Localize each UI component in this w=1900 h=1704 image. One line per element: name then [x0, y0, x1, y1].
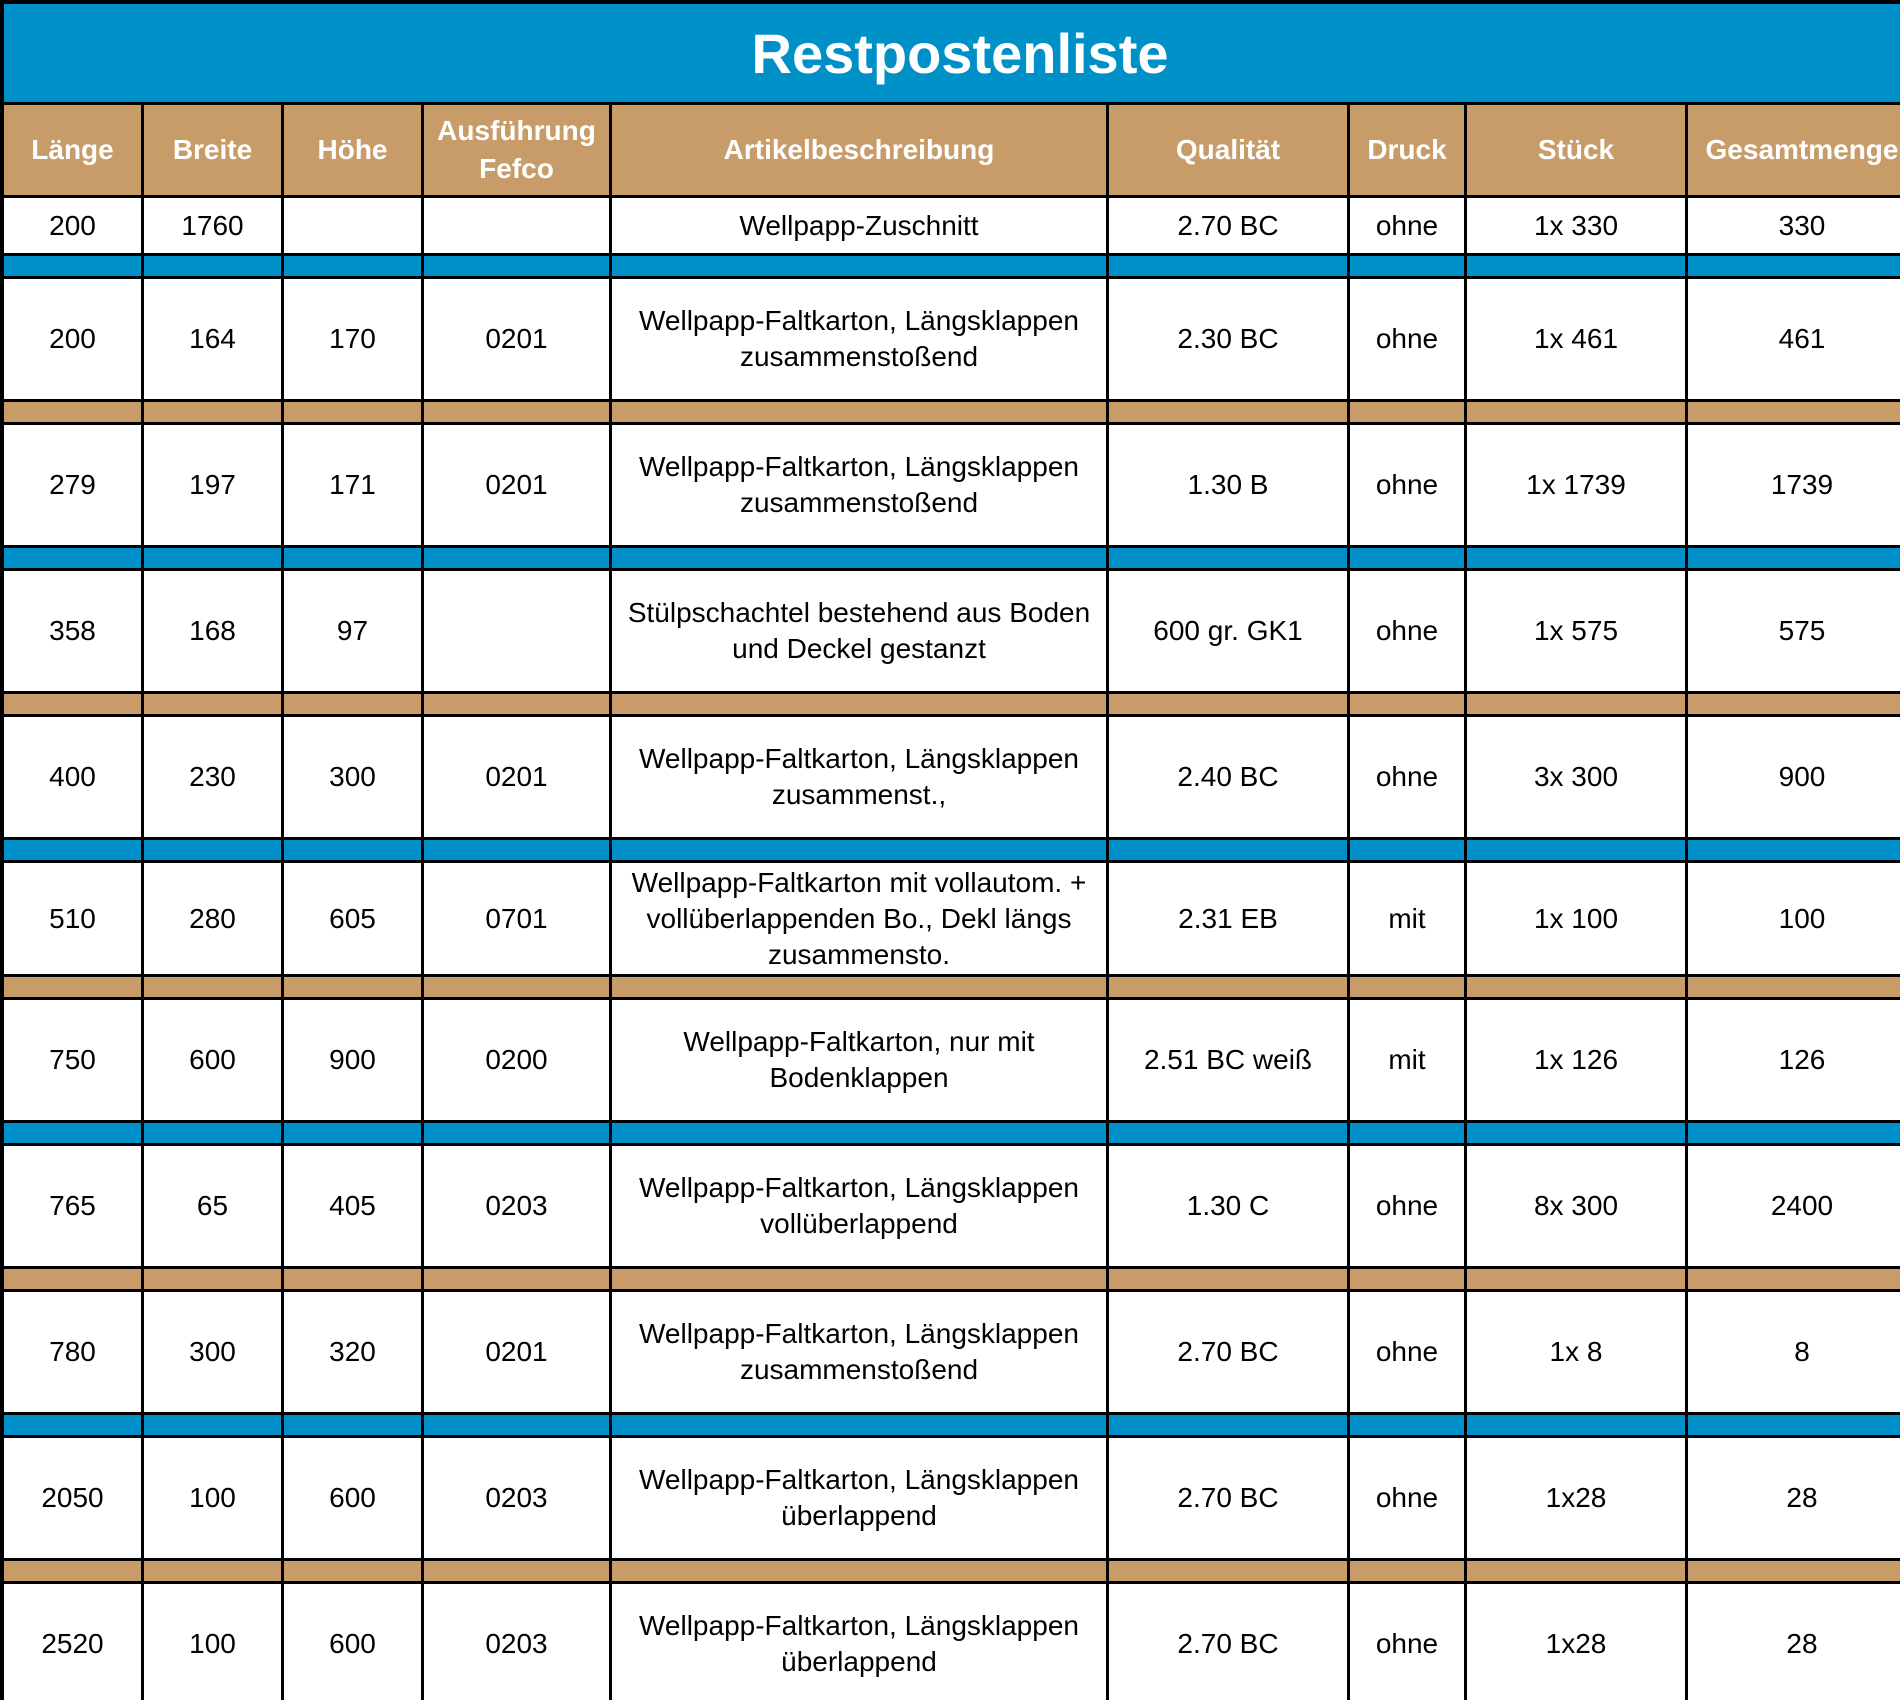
cell-artikelbeschreibung: Wellpapp-Faltkarton, Längsklappen zusammenstoßend: [612, 279, 1106, 399]
row-separator: [4, 1123, 141, 1143]
cell-laenge: 780: [4, 1292, 141, 1412]
cell-breite: 1760: [144, 198, 281, 253]
cell-laenge: 750: [4, 1000, 141, 1120]
cell-stueck: 1x 100: [1467, 863, 1685, 974]
cell-laenge: 510: [4, 863, 141, 974]
cell-hoehe: 171: [284, 425, 421, 545]
cell-breite: 280: [144, 863, 281, 974]
row-separator: [284, 548, 421, 568]
row-separator: [424, 1123, 609, 1143]
cell-ausfuehrung: [424, 571, 609, 691]
row-separator: [612, 1269, 1106, 1289]
cell-laenge: 200: [4, 198, 141, 253]
cell-artikelbeschreibung: Wellpapp-Faltkarton, Längsklappen überlappend: [612, 1584, 1106, 1704]
cell-artikelbeschreibung: Wellpapp-Faltkarton mit vollautom. + vollüberlappenden Bo., Dekl längs zusammensto.: [612, 863, 1106, 974]
row-separator: [612, 548, 1106, 568]
cell-breite: 197: [144, 425, 281, 545]
header-qualitaet: Qualität: [1109, 105, 1347, 195]
row-separator: [1688, 977, 1900, 997]
cell-gesamtmenge: 575: [1688, 571, 1900, 691]
cell-qualitaet: 2.51 BC weiß: [1109, 1000, 1347, 1120]
row-separator: [612, 1123, 1106, 1143]
cell-druck: ohne: [1350, 198, 1464, 253]
row-separator: [1109, 840, 1347, 860]
cell-breite: 230: [144, 717, 281, 837]
row-separator: [284, 402, 421, 422]
row-separator: [1350, 1269, 1464, 1289]
row-separator: [612, 977, 1106, 997]
cell-stueck: 1x 126: [1467, 1000, 1685, 1120]
row-separator: [1350, 1415, 1464, 1435]
cell-qualitaet: 2.70 BC: [1109, 1292, 1347, 1412]
cell-artikelbeschreibung: Stülpschachtel bestehend aus Boden und Deckel gestanzt: [612, 571, 1106, 691]
cell-druck: ohne: [1350, 1584, 1464, 1704]
cell-laenge: 765: [4, 1146, 141, 1266]
cell-hoehe: 97: [284, 571, 421, 691]
row-separator: [1109, 1269, 1347, 1289]
cell-breite: 164: [144, 279, 281, 399]
row-separator: [1467, 1269, 1685, 1289]
row-separator: [1688, 1415, 1900, 1435]
row-separator: [144, 977, 281, 997]
cell-breite: 168: [144, 571, 281, 691]
cell-hoehe: 405: [284, 1146, 421, 1266]
cell-laenge: 358: [4, 571, 141, 691]
cell-qualitaet: 1.30 C: [1109, 1146, 1347, 1266]
row-separator: [1109, 548, 1347, 568]
row-separator: [4, 977, 141, 997]
row-separator: [1350, 840, 1464, 860]
cell-stueck: 1x28: [1467, 1438, 1685, 1558]
cell-breite: 100: [144, 1584, 281, 1704]
row-separator: [1688, 694, 1900, 714]
cell-qualitaet: 2.30 BC: [1109, 279, 1347, 399]
cell-artikelbeschreibung: Wellpapp-Faltkarton, nur mit Bodenklappen: [612, 1000, 1106, 1120]
row-separator: [4, 840, 141, 860]
cell-artikelbeschreibung: Wellpapp-Zuschnitt: [612, 198, 1106, 253]
cell-artikelbeschreibung: Wellpapp-Faltkarton, Längsklappen vollüberlappend: [612, 1146, 1106, 1266]
cell-breite: 300: [144, 1292, 281, 1412]
row-separator: [1688, 840, 1900, 860]
cell-hoehe: 170: [284, 279, 421, 399]
row-separator: [1109, 977, 1347, 997]
cell-qualitaet: 2.70 BC: [1109, 1438, 1347, 1558]
row-separator: [4, 548, 141, 568]
row-separator: [144, 1561, 281, 1581]
cell-laenge: 400: [4, 717, 141, 837]
row-separator: [424, 840, 609, 860]
row-separator: [1109, 1561, 1347, 1581]
cell-gesamtmenge: 330: [1688, 198, 1900, 253]
row-separator: [424, 1561, 609, 1581]
row-separator: [424, 694, 609, 714]
header-gesamtmenge: Gesamtmenge: [1688, 105, 1900, 195]
cell-qualitaet: 2.31 EB: [1109, 863, 1347, 974]
row-separator: [1350, 548, 1464, 568]
row-separator: [424, 402, 609, 422]
cell-gesamtmenge: 2400: [1688, 1146, 1900, 1266]
header-hoehe: Höhe: [284, 105, 421, 195]
cell-stueck: 8x 300: [1467, 1146, 1685, 1266]
cell-artikelbeschreibung: Wellpapp-Faltkarton, Längsklappen zusammenstoßend: [612, 1292, 1106, 1412]
cell-druck: ohne: [1350, 1292, 1464, 1412]
row-separator: [1109, 1123, 1347, 1143]
cell-hoehe: 300: [284, 717, 421, 837]
cell-laenge: 200: [4, 279, 141, 399]
row-separator: [1109, 694, 1347, 714]
cell-druck: ohne: [1350, 717, 1464, 837]
cell-breite: 600: [144, 1000, 281, 1120]
row-separator: [1467, 402, 1685, 422]
row-separator: [1350, 1123, 1464, 1143]
row-separator: [1467, 1123, 1685, 1143]
row-separator: [284, 1269, 421, 1289]
row-separator: [4, 1269, 141, 1289]
row-separator: [1467, 694, 1685, 714]
cell-gesamtmenge: 100: [1688, 863, 1900, 974]
row-separator: [424, 256, 609, 276]
cell-hoehe: 900: [284, 1000, 421, 1120]
cell-artikelbeschreibung: Wellpapp-Faltkarton, Längsklappen überlappend: [612, 1438, 1106, 1558]
row-separator: [4, 694, 141, 714]
cell-hoehe: 600: [284, 1584, 421, 1704]
cell-laenge: 279: [4, 425, 141, 545]
cell-gesamtmenge: 461: [1688, 279, 1900, 399]
cell-stueck: 1x 330: [1467, 198, 1685, 253]
cell-druck: ohne: [1350, 279, 1464, 399]
row-separator: [612, 1415, 1106, 1435]
cell-qualitaet: 2.40 BC: [1109, 717, 1347, 837]
row-separator: [1350, 977, 1464, 997]
row-separator: [284, 1415, 421, 1435]
cell-qualitaet: 2.70 BC: [1109, 198, 1347, 253]
cell-ausfuehrung: [424, 198, 609, 253]
row-separator: [612, 840, 1106, 860]
row-separator: [1467, 977, 1685, 997]
cell-druck: ohne: [1350, 425, 1464, 545]
row-separator: [1467, 548, 1685, 568]
cell-breite: 65: [144, 1146, 281, 1266]
cell-druck: ohne: [1350, 1146, 1464, 1266]
row-separator: [1467, 1561, 1685, 1581]
cell-stueck: 1x 8: [1467, 1292, 1685, 1412]
cell-hoehe: [284, 198, 421, 253]
row-separator: [4, 1415, 141, 1435]
row-separator: [1350, 1561, 1464, 1581]
row-separator: [4, 402, 141, 422]
header-breite: Breite: [144, 105, 281, 195]
cell-druck: ohne: [1350, 571, 1464, 691]
cell-qualitaet: 2.70 BC: [1109, 1584, 1347, 1704]
cell-breite: 100: [144, 1438, 281, 1558]
cell-gesamtmenge: 900: [1688, 717, 1900, 837]
row-separator: [424, 1269, 609, 1289]
cell-ausfuehrung: 0201: [424, 717, 609, 837]
row-separator: [1350, 694, 1464, 714]
cell-gesamtmenge: 28: [1688, 1438, 1900, 1558]
cell-ausfuehrung: 0203: [424, 1438, 609, 1558]
header-ausfuehrung: Ausführung Fefco: [424, 105, 609, 195]
row-separator: [1688, 1123, 1900, 1143]
row-separator: [284, 977, 421, 997]
cell-hoehe: 600: [284, 1438, 421, 1558]
row-separator: [1688, 1269, 1900, 1289]
cell-hoehe: 605: [284, 863, 421, 974]
row-separator: [424, 548, 609, 568]
row-separator: [612, 694, 1106, 714]
cell-qualitaet: 1.30 B: [1109, 425, 1347, 545]
header-laenge: Länge: [4, 105, 141, 195]
cell-gesamtmenge: 8: [1688, 1292, 1900, 1412]
row-separator: [144, 256, 281, 276]
cell-ausfuehrung: 0201: [424, 425, 609, 545]
row-separator: [284, 256, 421, 276]
row-separator: [144, 1123, 281, 1143]
row-separator: [1467, 256, 1685, 276]
row-separator: [284, 840, 421, 860]
cell-ausfuehrung: 0203: [424, 1146, 609, 1266]
cell-qualitaet: 600 gr. GK1: [1109, 571, 1347, 691]
row-separator: [144, 1415, 281, 1435]
cell-stueck: 1x 461: [1467, 279, 1685, 399]
row-separator: [144, 402, 281, 422]
row-separator: [424, 977, 609, 997]
header-artikelbeschreibung: Artikelbeschreibung: [612, 105, 1106, 195]
cell-ausfuehrung: 0201: [424, 1292, 609, 1412]
row-separator: [4, 256, 141, 276]
header-druck: Druck: [1350, 105, 1464, 195]
row-separator: [1350, 256, 1464, 276]
cell-ausfuehrung: 0200: [424, 1000, 609, 1120]
cell-gesamtmenge: 126: [1688, 1000, 1900, 1120]
header-stueck: Stück: [1467, 105, 1685, 195]
cell-ausfuehrung: 0701: [424, 863, 609, 974]
row-separator: [144, 694, 281, 714]
row-separator: [4, 1561, 141, 1581]
table-title: Restpostenliste: [4, 4, 1900, 102]
row-separator: [144, 1269, 281, 1289]
row-separator: [1109, 1415, 1347, 1435]
row-separator: [284, 1561, 421, 1581]
cell-laenge: 2520: [4, 1584, 141, 1704]
row-separator: [1109, 402, 1347, 422]
row-separator: [612, 1561, 1106, 1581]
row-separator: [1350, 402, 1464, 422]
cell-druck: mit: [1350, 863, 1464, 974]
row-separator: [144, 548, 281, 568]
row-separator: [1688, 256, 1900, 276]
row-separator: [1467, 840, 1685, 860]
row-separator: [144, 840, 281, 860]
cell-gesamtmenge: 28: [1688, 1584, 1900, 1704]
row-separator: [1688, 1561, 1900, 1581]
row-separator: [1467, 1415, 1685, 1435]
row-separator: [284, 1123, 421, 1143]
cell-ausfuehrung: 0201: [424, 279, 609, 399]
row-separator: [1688, 402, 1900, 422]
row-separator: [1688, 548, 1900, 568]
row-separator: [424, 1415, 609, 1435]
cell-gesamtmenge: 1739: [1688, 425, 1900, 545]
cell-ausfuehrung: 0203: [424, 1584, 609, 1704]
cell-laenge: 2050: [4, 1438, 141, 1558]
cell-stueck: 1x 1739: [1467, 425, 1685, 545]
cell-stueck: 3x 300: [1467, 717, 1685, 837]
cell-druck: mit: [1350, 1000, 1464, 1120]
cell-druck: ohne: [1350, 1438, 1464, 1558]
row-separator: [612, 256, 1106, 276]
row-separator: [612, 402, 1106, 422]
cell-artikelbeschreibung: Wellpapp-Faltkarton, Längsklappen zusammenst.,: [612, 717, 1106, 837]
row-separator: [284, 694, 421, 714]
cell-stueck: 1x28: [1467, 1584, 1685, 1704]
row-separator: [1109, 256, 1347, 276]
cell-artikelbeschreibung: Wellpapp-Faltkarton, Längsklappen zusammenstoßend: [612, 425, 1106, 545]
cell-stueck: 1x 575: [1467, 571, 1685, 691]
cell-hoehe: 320: [284, 1292, 421, 1412]
